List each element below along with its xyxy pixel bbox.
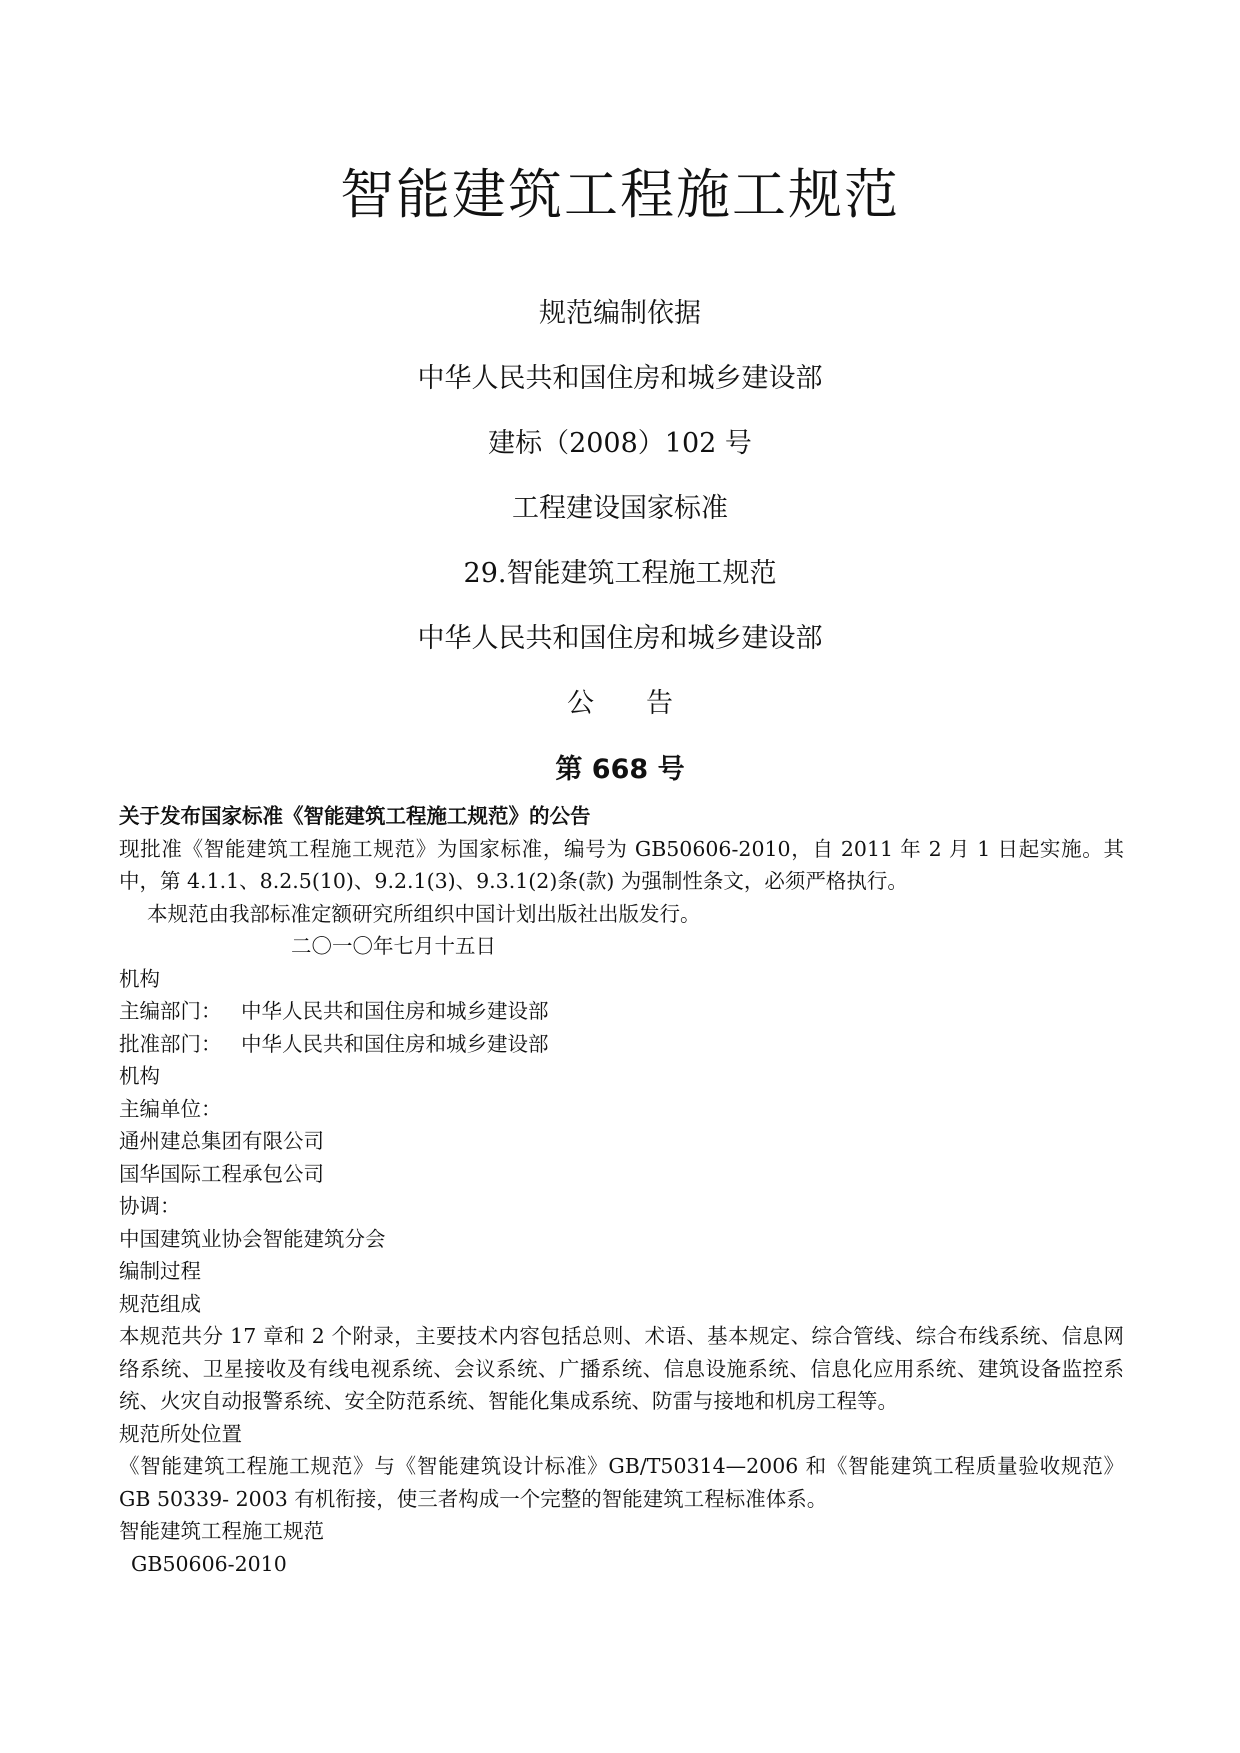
section-heading-organization: 机构 <box>119 966 160 991</box>
coordination-unit: 中国建筑业协会智能建筑分会 <box>119 1226 386 1251</box>
chief-editor-units-label: 主编单位： <box>119 1096 222 1121</box>
notice-number: 第 668 号 <box>555 754 685 785</box>
basis-heading: 规范编制依据 <box>539 298 701 329</box>
chief-editor-unit-2: 国华国际工程承包公司 <box>119 1161 324 1186</box>
chief-editor-dept-label: 主编部门： <box>119 999 222 1023</box>
chief-editor-dept-value: 中华人民共和国住房和城乡建设部 <box>241 999 549 1023</box>
approval-dept-row <box>119 1028 1124 1061</box>
section-heading-position: 规范所处位置 <box>119 1421 242 1446</box>
section-heading-composition: 规范组成 <box>119 1291 201 1316</box>
issue-date: 二〇一〇年七月十五日 <box>291 934 496 958</box>
chief-editor-unit-1: 通州建总集团有限公司 <box>119 1129 324 1153</box>
section-heading-process: 编制过程 <box>119 1259 201 1283</box>
standard-item: 29.智能建筑工程施工规范 <box>463 558 777 589</box>
composition-paragraph: 本规范共分 17 章和 2 个附录，主要技术内容包括总则、术语、基本规定、综合管线、综合布线系统、信息网络系统、卫星接收及有线电视系统、会议系统、广播系统、信息设施系统、信息化应用系统、建筑设备监控系统、火灾自动报警系统、安全防范系统、智能化集成系统、防雷与接地和机房工程等。 <box>119 1324 1124 1413</box>
notice-heading: 关于发布国家标准《智能建筑工程施工规范》的公告 <box>119 804 591 828</box>
standard-category: 工程建设国家标准 <box>512 493 728 524</box>
approval-dept-value: 中华人民共和国住房和城乡建设部 <box>241 1031 549 1056</box>
chief-editor-dept-row <box>119 995 1124 1028</box>
section-heading-organization-2: 机构 <box>119 1064 160 1088</box>
footer-standard-code: GB50606-2010 <box>131 1551 287 1576</box>
publisher-paragraph: 本规范由我部标准定额研究所组织中国计划出版社出版发行。 <box>147 901 701 926</box>
document-title: 智能建筑工程施工规范 <box>340 163 900 226</box>
document-body <box>119 800 1124 1580</box>
coordination-label: 协调： <box>119 1194 181 1218</box>
announcement-label: 公告 <box>567 688 725 719</box>
approval-dept-label: 批准部门： <box>119 1031 222 1056</box>
footer-title: 智能建筑工程施工规范 <box>119 1519 324 1543</box>
approval-paragraph: 现批准《智能建筑工程施工规范》为国家标准，编号为 GB50606-2010，自 2011 年 2 月 1 日起实施。其中，第 4.1.1、8.2.5(10)、9.2.1(3)、9.3.1(2)条(款) 为强制性条文，必须严格执行。 <box>119 836 1124 893</box>
position-paragraph: 《智能建筑工程施工规范》与《智能建筑设计标准》GB/T50314—2006 和《智能建筑工程质量验收规范》GB 50339- 2003 有机衔接，使三者构成一个完整的智能建筑工程标准体系。 <box>119 1454 1124 1511</box>
ministry-line: 中华人民共和国住房和城乡建设部 <box>417 363 823 394</box>
document-reference: 建标（2008）102 号 <box>488 428 752 459</box>
ministry-line-2: 中华人民共和国住房和城乡建设部 <box>417 623 823 654</box>
